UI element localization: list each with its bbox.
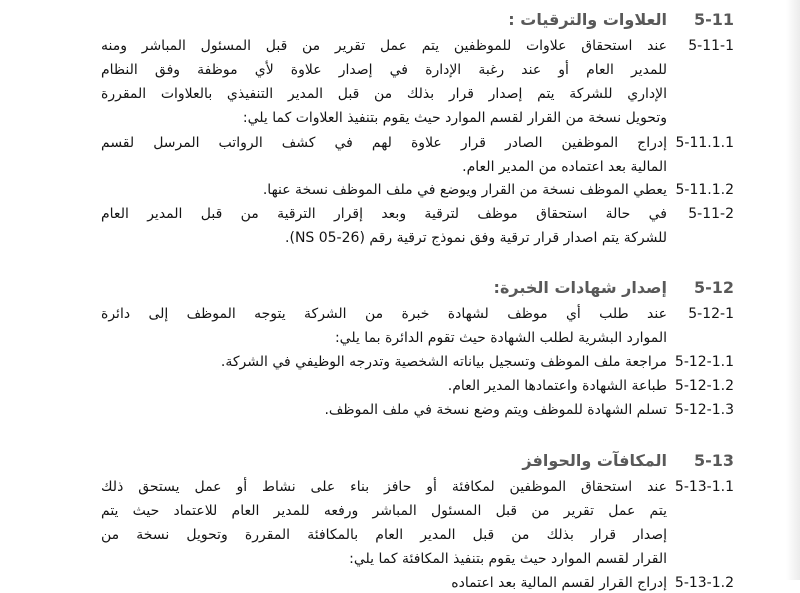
clause-number: 5-12-1 bbox=[688, 306, 734, 322]
clause-number: 5-13-1.1 bbox=[674, 479, 734, 495]
clause-text-line: مراجعة ملف الموظف وتسجيل بياناته الشخصية وتدرجه الوظيفي في الشركة. bbox=[220, 354, 667, 370]
clause-number: 5-11-2 bbox=[688, 206, 734, 222]
clause-text-line: إدراج الموظفين الصادر قرار علاوة لهم في كشف الرواتب المرسل لقسم bbox=[101, 135, 667, 151]
clause-number: 5-12-1.1 bbox=[674, 354, 734, 370]
section-number: 5-12 bbox=[693, 278, 734, 297]
clause-text-line: عند طلب أي موظف لشهادة خبرة من الشركة يتوجه الموظف إلى دائرة bbox=[101, 306, 667, 322]
clause-text-line: في حالة استحقاق موظف لترقية وبعد إقرار الترقية من قبل المدير العام bbox=[101, 206, 667, 222]
clause-text-line: طباعة الشهادة واعتمادها المدير العام. bbox=[447, 378, 667, 394]
clause-text-line: للشركة يتم اصدار قرار ترقية وفق نموذج ترقية رقم (NS 05-26). bbox=[285, 230, 667, 246]
page-edge-shadow bbox=[786, 0, 800, 580]
clause-text-line: عند استحقاق علاوات للموظفين يتم عمل تقرير من قبل المسئول المباشر ومنه bbox=[101, 38, 667, 54]
clause-number: 5-11.1.1 bbox=[675, 135, 734, 151]
clause-text-line: إصدار قرار بذلك من قبل المدير العام بالمكافئة المقررة وتحويل نسخة من bbox=[101, 527, 667, 543]
section-number: 5-13 bbox=[693, 451, 734, 470]
clause-text-line: المالية بعد اعتماده من المدير العام. bbox=[462, 159, 667, 175]
section-title: المكافآت والحوافز bbox=[522, 451, 667, 470]
clause-text-line: الموارد البشرية لطلب الشهادة حيث تقوم الدائرة بما يلي: bbox=[334, 330, 667, 346]
clause-text-line: يتم عمل تقرير من قبل المسئول المباشر ورفعه للمدير العام للاعتماد حيث يتم bbox=[101, 503, 667, 519]
clause-text-line: القرار لقسم الموارد حيث يقوم بتنفيذ المكافئة كما يلي: bbox=[349, 551, 667, 567]
clause-number: 5-11-1 bbox=[688, 38, 734, 54]
clause-text-line: وتحويل نسخة من القرار لقسم الموارد حيث يقوم بتنفيذ العلاوات كما يلي: bbox=[242, 110, 667, 126]
clause-number: 5-13-1.2 bbox=[674, 575, 734, 591]
clause-text-line: يعطي الموظف نسخة من القرار ويوضع في ملف الموظف نسخة عنها. bbox=[262, 182, 667, 198]
section-title: إصدار شهادات الخبرة: bbox=[493, 278, 667, 297]
clause-text-line: للمدير العام أو عند رغبة الإدارة في إصدار علاوة لأي موظفة وفق النظام bbox=[101, 62, 667, 78]
clause-text-line: الإداري للشركة يتم إصدار قرار بذلك من قبل المدير التنفيذي بالعلاوات المقررة bbox=[101, 86, 667, 102]
clause-number: 5-12-1.3 bbox=[674, 402, 734, 418]
clause-text-line: إدراج القرار لقسم المالية بعد اعتماده bbox=[451, 575, 667, 591]
clause-text-line: عند استحقاق الموظفين لمكافئة أو حافز بناء على نشاط أو عمل يستحق ذلك bbox=[101, 479, 667, 495]
section-number: 5-11 bbox=[693, 10, 734, 29]
section-title: العلاوات والترقيات : bbox=[508, 10, 667, 29]
clause-number: 5-12-1.2 bbox=[674, 378, 734, 394]
clause-text-line: تسلم الشهادة للموظف ويتم وضع نسخة في ملف الموظف. bbox=[324, 402, 667, 418]
clause-number: 5-11.1.2 bbox=[675, 182, 734, 198]
